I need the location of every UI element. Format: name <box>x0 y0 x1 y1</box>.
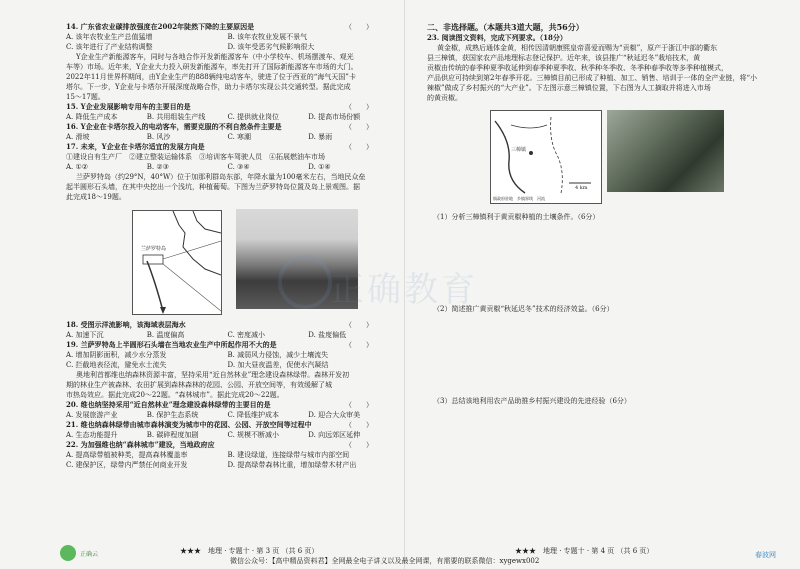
island-label: 兰萨罗特岛 <box>141 246 167 252</box>
ocean-current-arrow <box>147 261 163 311</box>
material-vienna: 奥地利首都维也纳森林资源丰富，坚持采用“近自然林业”理念建设森林绿带。森林开发初 期的林业生产被森林、农田扩展到森林森林的花园、公园、开放空间等，有效缓解了城 市热岛效应。据此完成20～22题。“森林城市”。据此完成20～22题。 <box>66 371 350 399</box>
question-19: 19. 兰萨罗特岛上半圆形石头墙在当地农业生产中所起作用不大的是 （ ） <box>66 340 373 349</box>
lanzarote-location-map <box>132 210 222 315</box>
sub-question-1: （1）分析三樟镇利于黄贡椒种植的土壤条件。（6分） <box>433 213 600 221</box>
scale-label: 4 km <box>575 185 588 191</box>
material-huanggongjiao: 黄金椒，成熟后通体金黄，相传因清朝康熙皇帝喜爱而赐为“贡椒”，原产于浙江中部的衢东 县三樟镇，获国家农产品地理标志登记保护。近年来，该县推广“秋延迟冬”栽培技术，黄 贡椒由传统的春季种夏季收延伸到春季种夏季收、秋季种冬季收、冬季种春季收等多季种植模式， 产品供应可持续到第2年春季开花。三樟镇目前已形成了种植、加工、销售、培训于一体的全产业链，将“小 辣椒”做成了乡村振兴的“大产业”。下左图示意三樟镇位置，下右图为人工摘取并将进入市场 的黄贡椒。 <box>427 44 758 102</box>
q17-options: A. ①② B. ②③ C. ③④ D. ①④ <box>66 163 331 171</box>
bottom-notice: 微信公众号：【高中精品资料君】全网最全电子讲义以及最全网课，有需要的联系微信：xygewx002 <box>230 557 540 565</box>
right-page-footer: ★★★ 地理 · 专题十 · 第 4 页 （共 6 页） <box>515 547 654 555</box>
q16-options: A. 滑坡 B. 风沙 C. 寒潮 D. 暴雨 <box>66 133 333 141</box>
question-22: 22. 为加强维也纳“森林城市”建设，当地政府应 （ ） <box>66 440 373 449</box>
sanzhang-figure <box>427 108 780 208</box>
sub-question-3: （3）总结该地利用农产品助推乡村振兴建设的先进经验（6分） <box>433 397 631 405</box>
town-label: 三樟镇 <box>511 147 527 153</box>
question-14: 14. 广东省农业碳排放强度在2002年陡然下降的主要原因是 （ ） <box>66 22 373 31</box>
sanzhang-town-map <box>490 110 602 204</box>
section-heading: 二、非选择题。（本题共3道大题，共56分） <box>427 22 584 32</box>
q15-options: A. 降低生产成本 B. 共用组装生产线 C. 提供就业岗位 D. 提高市场份额 <box>66 113 361 121</box>
q21-options: A. 生态功能提升 B. 碳碎程度加剧 C. 规模不断减小 D. 向远郊区延伸 <box>66 431 361 439</box>
town-marker <box>529 151 533 155</box>
right-logo-text: 春波网 <box>755 551 776 559</box>
map-legend: 镇政府驻地 乡镇界线 河流 <box>493 196 545 201</box>
material-lanzarote: 兰萨罗特岛（约29°N，40°W）位于加那利群岛东部，年降水量为100毫米左右，当地民众垒 起半圆形石头墙，在其中央挖出一个浅坑，种植葡萄。下图为兰萨罗特岛位置及岛上景观图。据 此完成18～19题。 <box>66 173 366 201</box>
q22-options: A. 提高绿带植被种类，提高森林覆盖率 B. 建设绿道，连接绿带与城市内部空间 C. 建保护区，绿带内严禁任何商业开发 D. 提高绿带森林比重，增加绿带木材产出 <box>66 451 357 469</box>
watermark-logo-icon <box>278 255 332 309</box>
left-page-footer: ★★★ 地理 · 专题十 · 第 3 页 （共 6 页） <box>180 547 319 555</box>
coastline-map <box>133 211 221 314</box>
question-15: 15. Y企业发展影响专用车的主要目的是 （ ） <box>66 102 373 111</box>
sub-question-2: （2）简述推广黄贡椒“秋延迟冬”技术的经济效益。（6分） <box>433 305 614 313</box>
q18-options: A. 加速下沉 B. 温度偏高 C. 密度减小 D. 盐度偏低 <box>66 331 347 339</box>
question-20: 20. 维也纳坚持采用“近自然林业”理念建设森林绿带的主要目的是 （ ） <box>66 400 373 409</box>
material-y-company: Y企业生产新能源客车，同时与各地合作开发新能源客车（中小学校车、机场摆渡车、观光 车等）市场。近年来，Y企业大力投入研发新能源车，率先打开了国际新能源客车市场的大门。 2022年11月世界杯期间，由Y企业生产的888辆纯电动客车，驶进了位于西亚的“海气天国”卡 塔尔。下一步，Y企业与卡塔尔开展深度战略合作，助力卡塔尔实现公共交通转型。据此完成 15～17题。 <box>66 53 358 101</box>
question-18: 18. 受图示洋流影响，该海域表层海水 （ ） <box>66 320 373 329</box>
q14-options: A. 该年农牧业生产总值猛增 B. 该年农牧业发展不景气 C. 该年进行了产业结构调整 D. 该年受恶劣气候影响很大 <box>66 33 315 51</box>
pepper-picking-photo <box>607 110 724 192</box>
q19-options: A. 增加阴影面积，减少水分蒸发 B. 减弱风力侵蚀，减少土壤流失 C. 拦截地表径流，避免水土流失 D. 加大昼夜温差，促使水汽凝结 <box>66 351 329 369</box>
question-16: 16. Y企业在卡塔尔投入的电动客车，需要克服的不利自然条件主要是 （ ） <box>66 122 373 131</box>
question-23: 23. 阅读图文资料，完成下列要求。（18分） <box>427 33 567 42</box>
question-21: 21. 维也纳森林绿带由城市森林演变为城市中的花园、公园、开放空间等过程中 （ ） <box>66 420 373 429</box>
left-logo-icon <box>60 545 76 561</box>
q20-options: A. 发展旅游产业 B. 保护生态系统 C. 降低维护成本 D. 迎合大众审美 <box>66 411 361 419</box>
watermark: 正确教育 <box>330 270 478 310</box>
left-logo-text: 正确云 <box>80 551 99 558</box>
question-17: 17. 未来，Y企业在卡塔尔适宜的发展方向是 （ ） <box>66 142 373 151</box>
q17-statements: ①建设自有生产厂 ②建立整装运输体系 ③培训客车驾驶人员 ④拓展燃油车市场 <box>66 153 325 161</box>
